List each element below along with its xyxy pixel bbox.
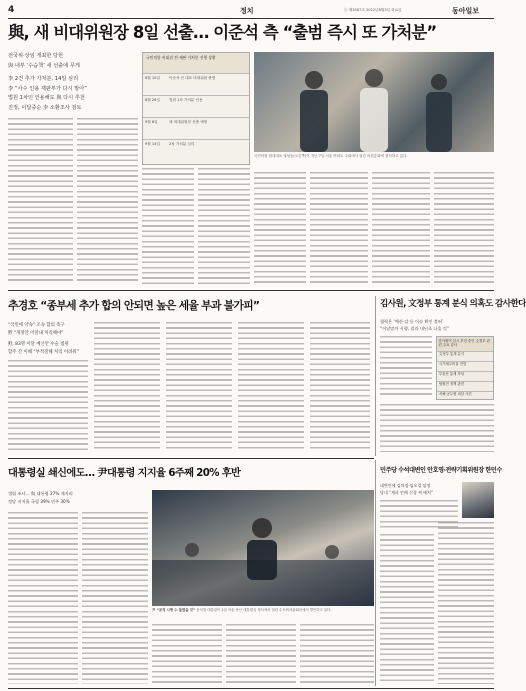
article-headline: 민주당 수석대변인 안호영·전략기획위원장 한민수 <box>380 467 502 474</box>
lead-info-table <box>142 52 250 165</box>
lead-body-col <box>8 118 73 284</box>
article-body-col <box>166 322 232 452</box>
article-body-col <box>226 624 296 684</box>
deck-line: 李 “사수 인용 재판부가 다시 맡아” <box>8 85 87 92</box>
article-body-col <box>8 360 88 452</box>
article-body-col <box>94 322 160 452</box>
article-body-col <box>8 512 78 684</box>
table-row: 부동산 통계 작성 <box>437 371 493 381</box>
table-row: 서해 공무원 피살 사건 <box>437 391 493 400</box>
page-header <box>8 5 494 17</box>
meeting-scene-icon <box>152 490 374 606</box>
lead-photo <box>254 52 494 152</box>
lead-body-col <box>254 172 306 284</box>
deck-line: 與 내부 ‘수습책’ 새 선출에 무게 <box>8 62 80 69</box>
audit-table <box>436 336 494 400</box>
section-rule <box>8 290 494 291</box>
table-title: 감사원이 실시 추진 중인 文정부 관련 주요 감사 <box>437 337 493 351</box>
section-rule <box>8 458 374 459</box>
page-number: 4 <box>8 5 15 15</box>
article-deck: 갤럽 조사… 與 대통령 27% 제자리 정당 지지율 국힘 39% 민주 30% <box>8 491 73 504</box>
president-photo-caption: 尹 “공정 시행 수 틀렸을 것” 윤석열 대통령이 2일 서울 용산 대통령실 청사에서 열린 수석비서관회의에서 발언하고 있다. <box>152 608 332 612</box>
article-body-col <box>238 322 304 452</box>
article-deck: 협력은 ‘예산·감 등 이슈 확인 불허’ “이달말까 시행, 결과 내년초 나올 것” <box>380 319 449 331</box>
lead-body-col <box>77 118 138 284</box>
table-row: 국가채무비율 전망 <box>437 361 493 371</box>
article-deck: “국민에 약속” 조속 합의 촉구 野 “개정안 이달내 처리해야” 野, 83명 이달 예산안 수술 범위 합주 간 이해 “부적절해 처리 어려워” <box>8 323 79 355</box>
table-row: 8월 10일 이준석 전 대표 비대위원 출범 <box>143 73 249 95</box>
header-rule <box>8 18 494 19</box>
deck-line: 진정, 이달중순 李 소환조사 검토 <box>8 104 82 111</box>
lead-headline: 與, 새 비대위원장 8일 선출… 이준석 측 “출범 즉시 또 가처분” <box>8 23 437 42</box>
deck-line: 전국위·상임 개최한 당헌 <box>8 53 64 59</box>
lead-body-col <box>434 172 494 284</box>
president-photo <box>152 490 374 606</box>
deck-line: 李 2건 추가 가처분, 14일 심리 <box>8 76 79 82</box>
deck-line: 법원 1차인 인용해도 與 다시 추천 <box>8 95 85 101</box>
article-body-col <box>380 404 494 452</box>
article-body-col <box>300 624 374 684</box>
section-name: 정치 <box>240 7 254 15</box>
article-headline: 대통령실 쇄신에도… 尹대통령 지지율 6주째 20% 후반 <box>8 468 241 479</box>
paper-name: 동아일보 <box>452 6 480 15</box>
table-title: 국민의힘 비대위 전·재판 가처분 진행 상황 <box>143 53 249 73</box>
lead-body-col <box>142 168 194 284</box>
table-row: 9월 14일 2차 가처분 심리 <box>143 139 249 161</box>
article-deck: 대변인에 김의겸·임오경 임명 당내 “계파 안배 신경 써 배치” <box>380 483 434 495</box>
people-silhouette-icon <box>254 52 494 152</box>
article-headline: 김사원, 文정부 통계 분식 의혹도 감사한다 <box>380 299 526 309</box>
footer-rule <box>8 688 494 689</box>
portrait-photo <box>462 482 494 518</box>
article-body-col <box>380 534 434 684</box>
article-body-col <box>380 336 432 396</box>
article-body-col <box>152 624 222 684</box>
lead-body-col <box>310 172 368 284</box>
table-row: 9월 8일 새 비대위원장 선출 예정 <box>143 117 249 139</box>
article-headline: 추경호 “종부세 추가 합의 안되면 높은 세율 부과 불가피” <box>8 299 260 312</box>
lead-photo-caption: 국민의힘 원내대표 권성동(오른쪽)이 지난 7일 서울 여의도 국회에서 열린 의원총회에 참석하고 있다. <box>254 154 408 158</box>
article-body-col <box>438 522 494 684</box>
lead-body-col <box>198 168 250 284</box>
table-row: 文정부 통계 분식 <box>437 351 493 361</box>
issue-info: ⓒ 제3487호 2022년8월3일 화요일 <box>344 8 402 12</box>
table-row: 8월 26일 법원 1차 가처분 인용 <box>143 95 249 117</box>
lead-body-col <box>372 172 430 284</box>
article-body-col <box>82 512 148 684</box>
table-row: 탈원전 정책 관련 <box>437 381 493 391</box>
column-divider <box>375 460 376 686</box>
column-divider <box>375 296 376 456</box>
article-body-col <box>310 322 370 452</box>
lead-deck <box>8 52 138 113</box>
